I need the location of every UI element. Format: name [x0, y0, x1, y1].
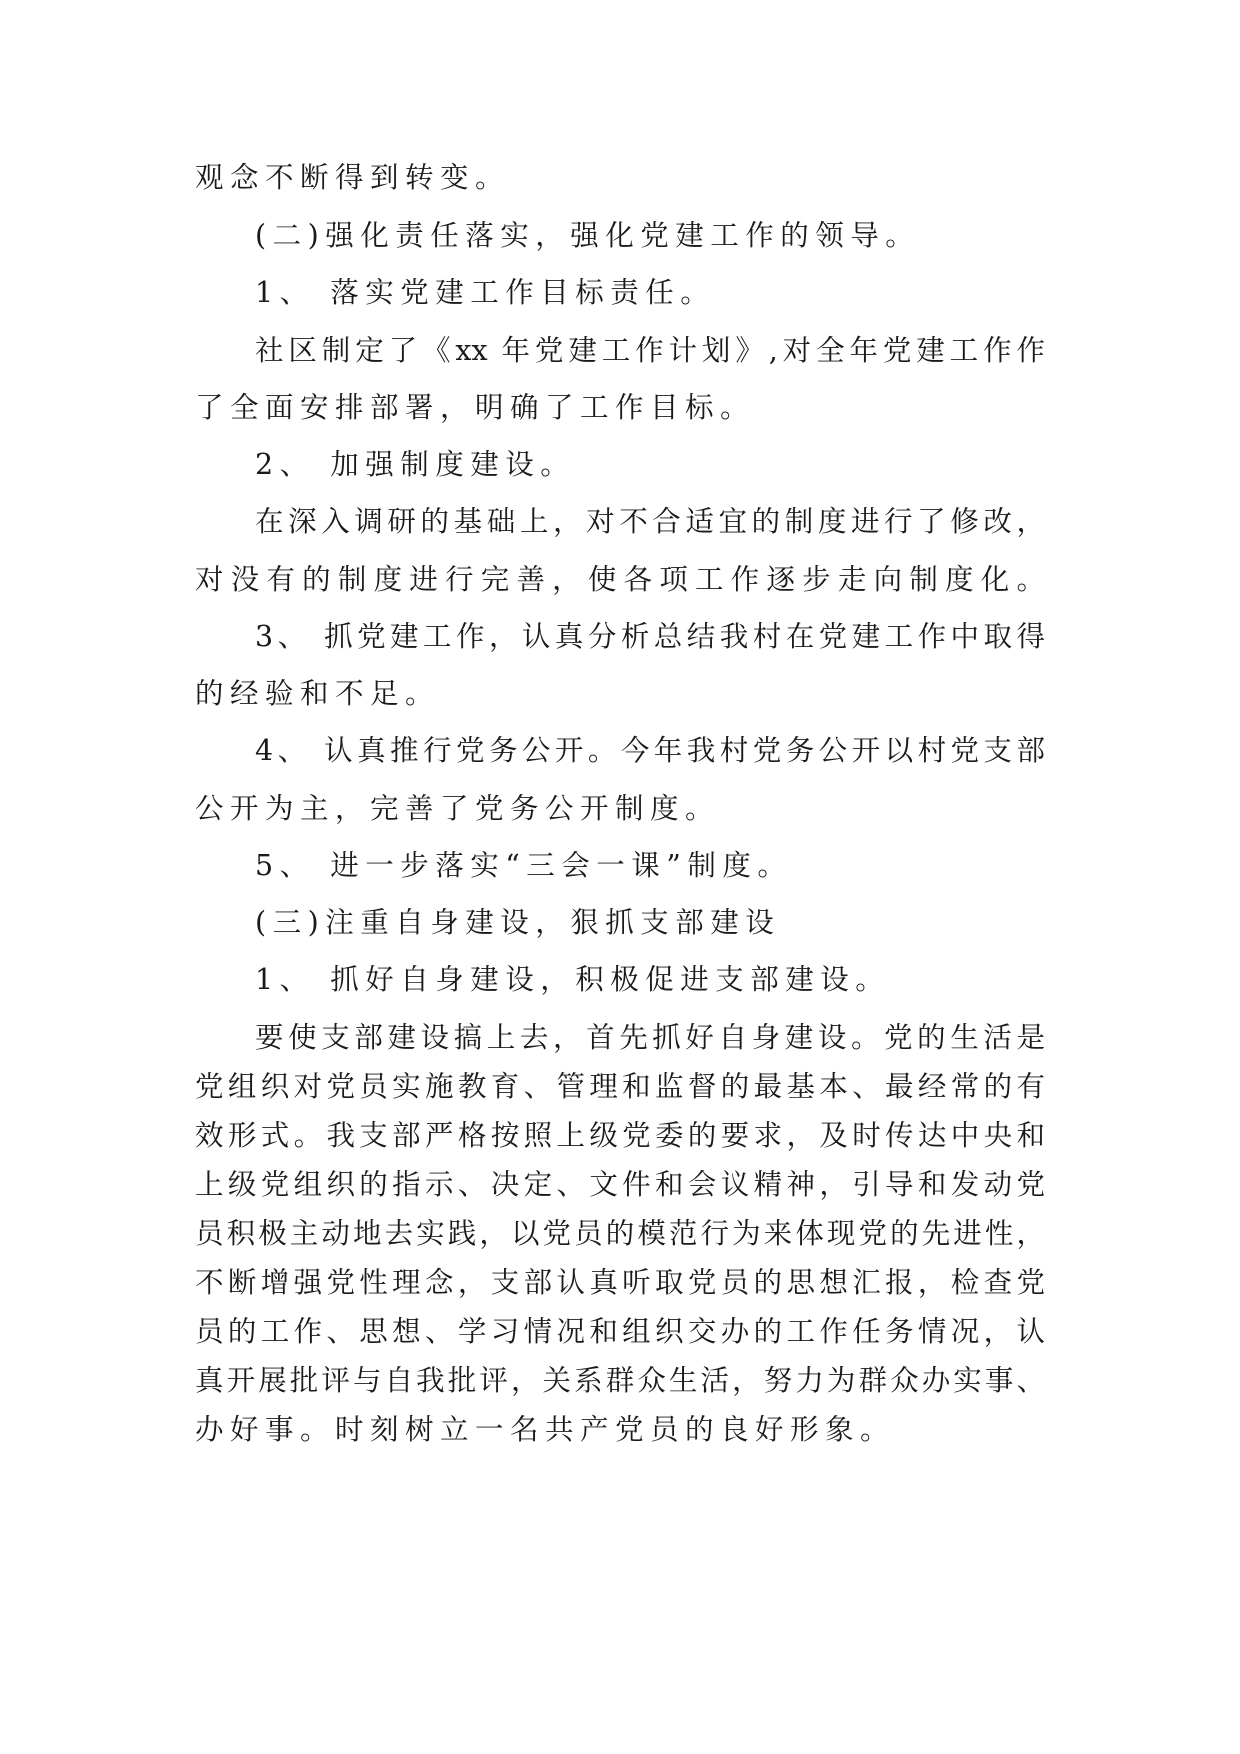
paragraph-line: 员积极主动地去实践，以党员的模范行为来体现党的先进性， [195, 1217, 1045, 1250]
section-heading: (三)注重自身建设，狠抓支部建设 [255, 906, 781, 939]
section-heading: (二)强化责任落实，强化党建工作的领导。 [255, 219, 921, 252]
paragraph-line: 办好事。时刻树立一名共产党员的良好形象。 [195, 1413, 896, 1446]
list-item-heading: 4、 认真推行党务公开。今年我村党务公开以村党支部 [255, 734, 1045, 767]
list-item-heading: 5、 进一步落实“三会一课”制度。 [255, 849, 793, 882]
paragraph-line: 效形式。我支部严格按照上级党委的要求，及时传达中央和 [195, 1119, 1045, 1152]
paragraph-line: 不断增强党性理念，支部认真听取党员的思想汇报，检查党 [195, 1266, 1045, 1299]
paragraph-line: 要使支部建设搞上去，首先抓好自身建设。党的生活是 [255, 1021, 1045, 1054]
paragraph-line: 员的工作、思想、学习情况和组织交办的工作任务情况，认 [195, 1315, 1045, 1348]
paragraph-line: 党组织对党员实施教育、管理和监督的最基本、最经常的有 [195, 1070, 1045, 1103]
paragraph-line: 在深入调研的基础上，对不合适宜的制度进行了修改， [255, 505, 1045, 538]
paragraph-line: 社区制定了《xx 年党建工作计划》,对全年党建工作作 [255, 334, 1045, 367]
paragraph-line: 上级党组织的指示、决定、文件和会议精神，引导和发动党 [195, 1168, 1045, 1201]
list-item-heading: 2、 加强制度建设。 [255, 448, 576, 481]
list-item-heading: 1、 抓好自身建设，积极促进支部建设。 [255, 963, 891, 996]
paragraph-line: 真开展批评与自我批评，关系群众生活，努力为群众办实事、 [195, 1364, 1045, 1397]
paragraph-line: 了全面安排部署，明确了工作目标。 [195, 391, 756, 424]
paragraph-line: 对没有的制度进行完善，使各项工作逐步走向制度化。 [195, 563, 1045, 596]
list-item-heading: 3、 抓党建工作，认真分析总结我村在党建工作中取得 [255, 620, 1045, 653]
paragraph-line: 的经验和不足。 [195, 677, 441, 710]
list-item-heading: 1、 落实党建工作目标责任。 [255, 276, 716, 309]
paragraph-line: 观念不断得到转变。 [195, 161, 511, 194]
paragraph-line: 公开为主，完善了党务公开制度。 [195, 792, 721, 825]
